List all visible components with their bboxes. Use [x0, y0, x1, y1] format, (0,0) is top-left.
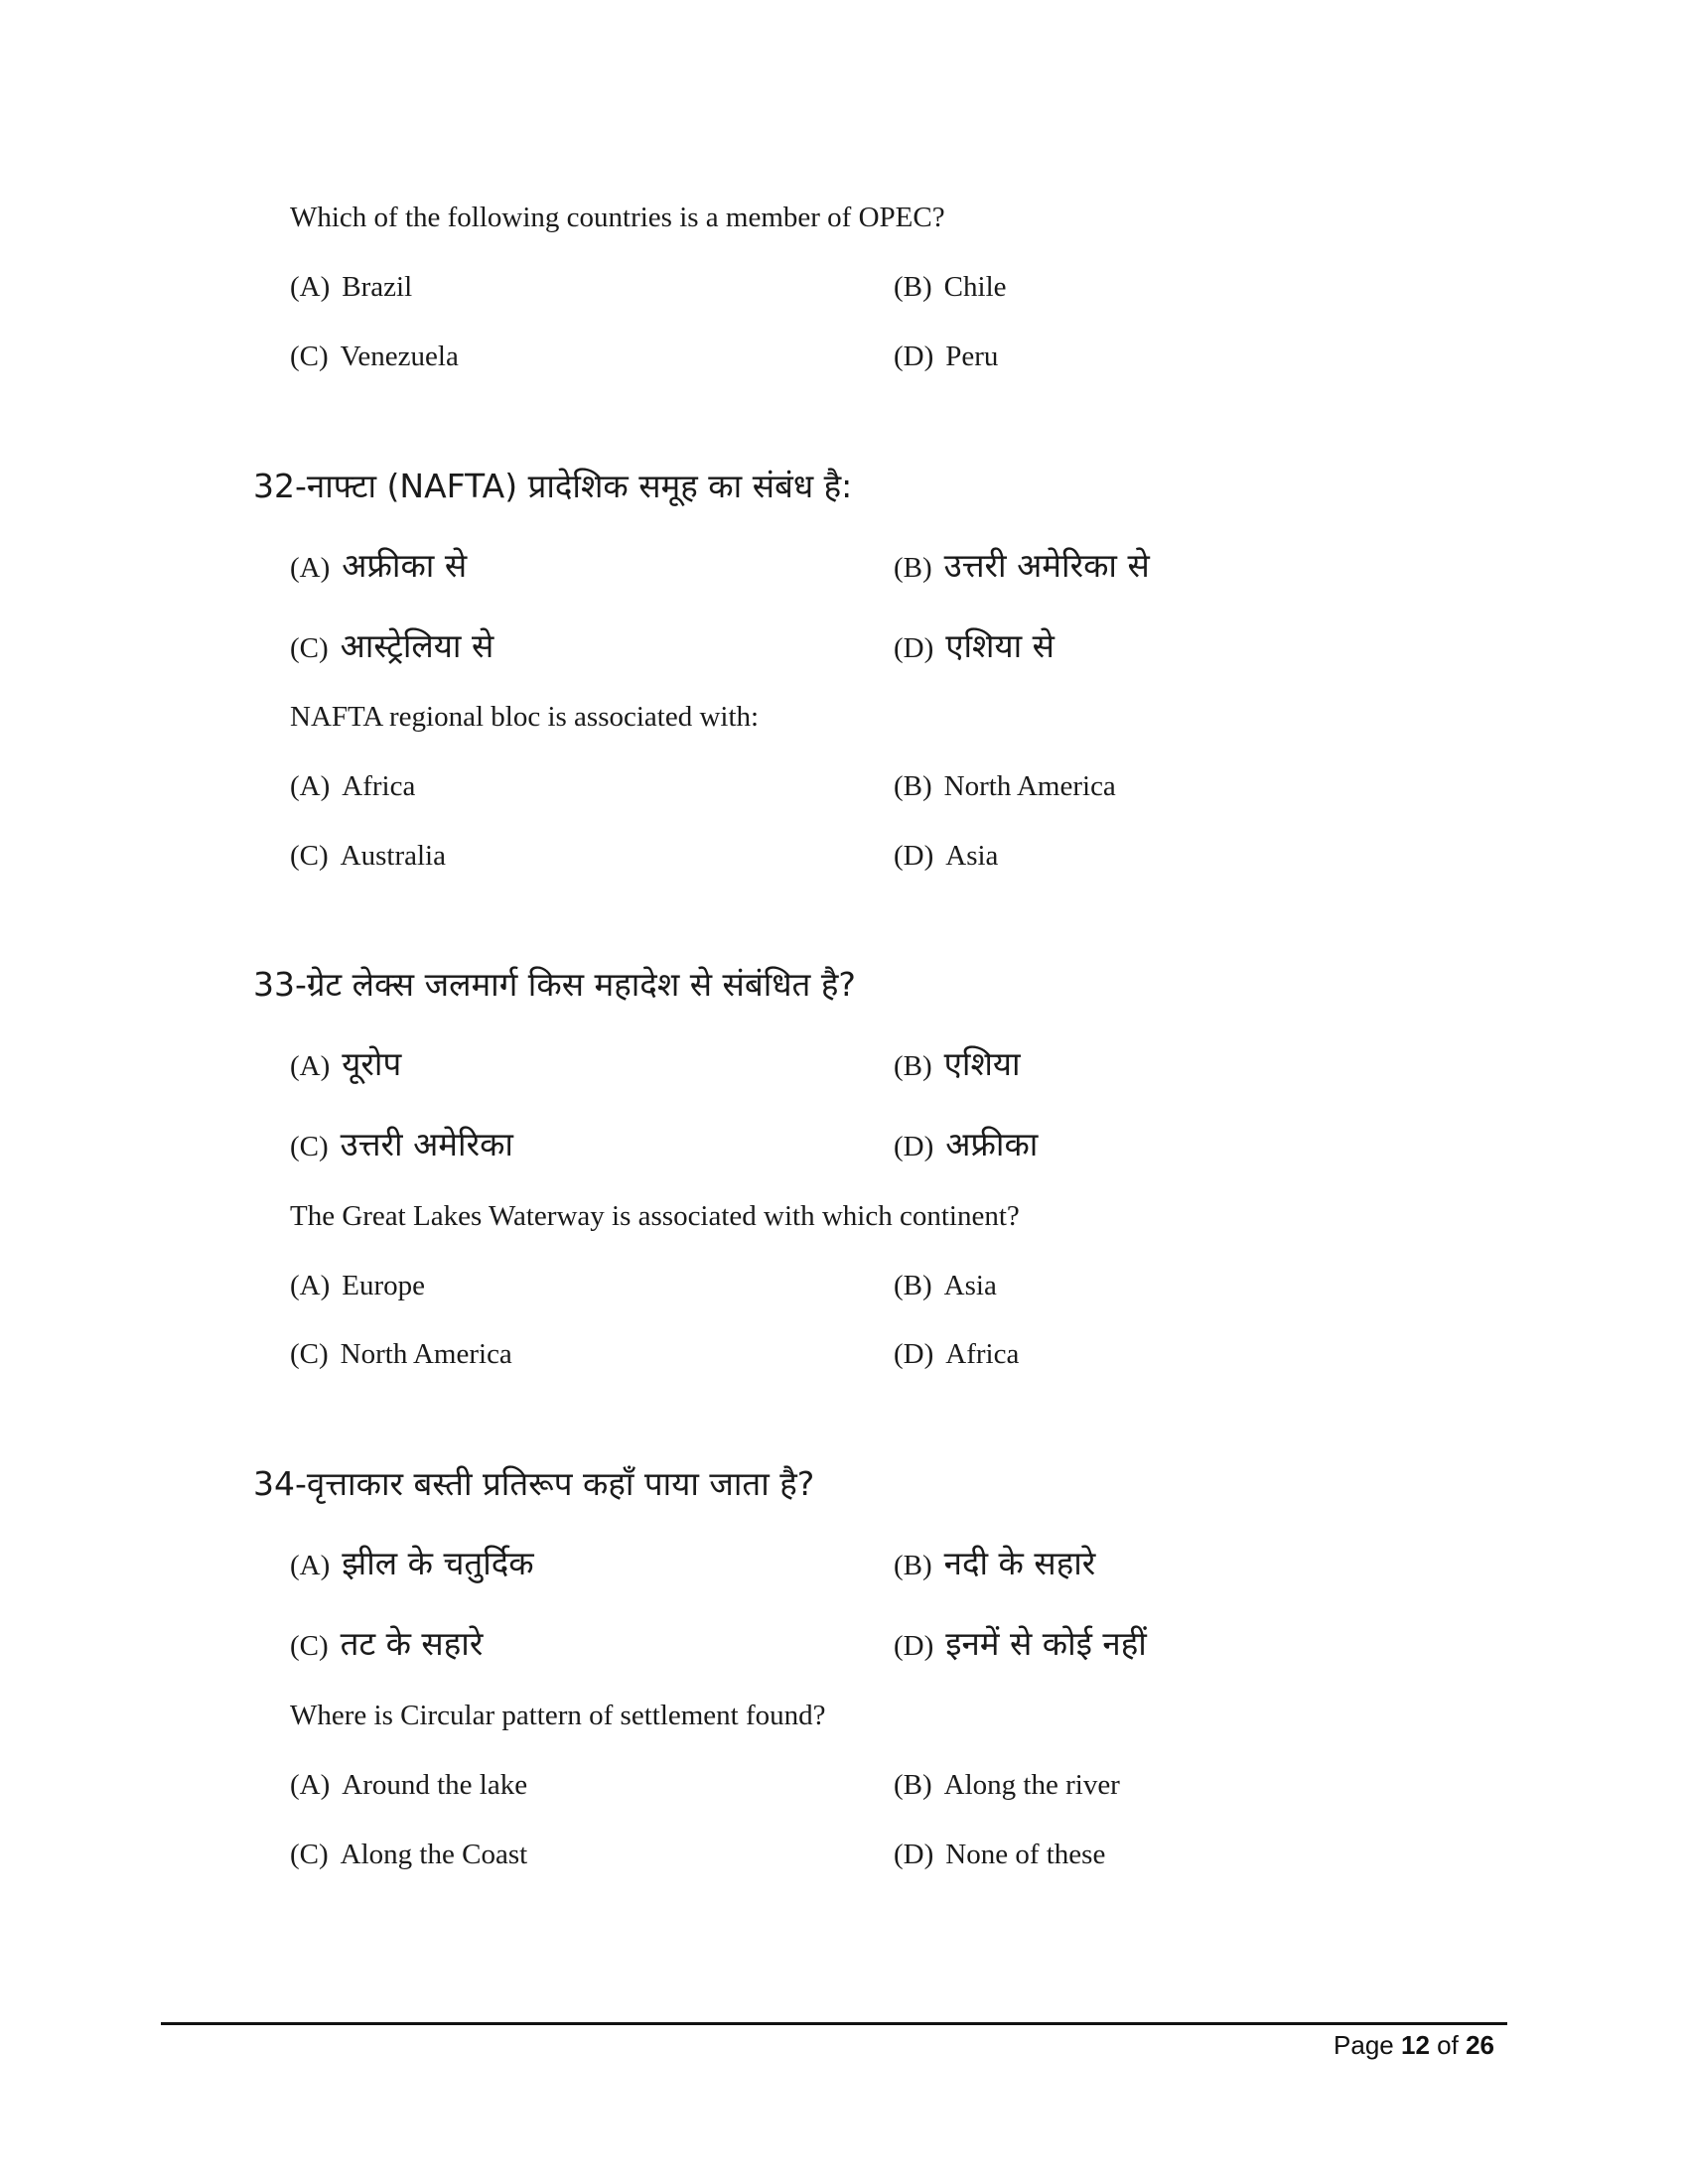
- option-text: इनमें से कोई नहीं: [945, 1624, 1147, 1663]
- q33-hi-option-d: [894, 1121, 1038, 1165]
- option-label: (C): [290, 840, 329, 872]
- option-label: (A): [290, 1270, 331, 1301]
- option-label: (D): [894, 1630, 934, 1662]
- q32-en-option-c: [290, 840, 446, 873]
- q34-en-option-a: [290, 1769, 527, 1802]
- q34-hi-option-a: [290, 1540, 534, 1584]
- q32-en-option-a: [290, 770, 415, 803]
- q32-en-question: NAFTA regional bloc is associated with:: [290, 701, 760, 733]
- q34-hi-option-c: [290, 1620, 483, 1665]
- option-text: Peru: [945, 341, 999, 372]
- q33-en-option-b: [894, 1270, 997, 1302]
- option-text: नदी के सहारे: [943, 1544, 1096, 1582]
- option-label: (D): [894, 1839, 934, 1870]
- q32-hi-question: 32-नाफ्टा (NAFTA) प्रादेशिक समूह का संबंध है:: [253, 467, 853, 505]
- q32-en-option-d: [894, 840, 998, 873]
- option-label: (C): [290, 341, 329, 372]
- q34-hi-option-b: [894, 1540, 1095, 1584]
- option-text: Around the lake: [342, 1769, 528, 1801]
- option-label: (B): [894, 1550, 932, 1581]
- q33-hi-option-a: [290, 1040, 401, 1085]
- option-text: उत्तरी अमेरिका से: [943, 546, 1150, 585]
- option-label: (B): [894, 1050, 932, 1082]
- q32-en-option-b: [894, 770, 1116, 803]
- q33-en-question: The Great Lakes Waterway is associated with which continent?: [290, 1200, 1020, 1232]
- option-text: आस्ट्रेलिया से: [340, 626, 494, 665]
- option-text: North America: [943, 770, 1116, 802]
- q31-en-option-a: [290, 271, 412, 304]
- q31-en-option-d: [894, 341, 998, 373]
- option-text: Chile: [943, 271, 1007, 303]
- option-label: (A): [290, 1050, 331, 1082]
- q33-en-option-a: [290, 1270, 425, 1302]
- option-text: यूरोप: [342, 1044, 402, 1083]
- option-label: (C): [290, 632, 329, 664]
- q33-hi-option-b: [894, 1040, 1021, 1085]
- option-text: Europe: [342, 1270, 426, 1301]
- option-label: (D): [894, 632, 934, 664]
- page-total: 26: [1466, 2030, 1494, 2060]
- q34-hi-option-d: [894, 1620, 1147, 1665]
- option-label: (C): [290, 1839, 329, 1870]
- option-text: अफ्रीका: [945, 1125, 1039, 1163]
- option-label: (C): [290, 1630, 329, 1662]
- option-label: (A): [290, 1769, 331, 1801]
- option-label: (A): [290, 552, 331, 584]
- option-label: (B): [894, 271, 932, 303]
- q34-hi-question: 34-वृत्ताकार बस्ती प्रतिरूप कहाँ पाया जाता है?: [253, 1464, 815, 1503]
- option-text: Asia: [945, 840, 999, 872]
- option-text: Along the Coast: [340, 1839, 528, 1870]
- option-label: (B): [894, 1769, 932, 1801]
- option-label: (A): [290, 770, 331, 802]
- option-text: उत्तरी अमेरिका: [340, 1125, 513, 1163]
- option-text: Asia: [943, 1270, 997, 1301]
- q34-en-option-c: [290, 1839, 527, 1871]
- option-label: (D): [894, 1131, 934, 1162]
- option-label: (B): [894, 770, 932, 802]
- q34-en-option-d: [894, 1839, 1105, 1871]
- option-text: North America: [340, 1338, 512, 1370]
- q33-hi-option-c: [290, 1121, 513, 1165]
- option-text: Along the river: [943, 1769, 1120, 1801]
- q31-en-option-b: [894, 271, 1007, 304]
- q31-en-option-c: [290, 341, 459, 373]
- option-label: (C): [290, 1131, 329, 1162]
- option-label: (B): [894, 552, 932, 584]
- q32-hi-option-d: [894, 622, 1055, 667]
- option-text: एशिया से: [945, 626, 1055, 665]
- q31-en-question: Which of the following countries is a member of OPEC?: [290, 202, 945, 233]
- option-text: एशिया: [943, 1044, 1021, 1083]
- option-label: (A): [290, 271, 331, 303]
- of-word: of: [1437, 2030, 1459, 2060]
- q34-en-question: Where is Circular pattern of settlement found?: [290, 1700, 826, 1731]
- option-label: (B): [894, 1270, 932, 1301]
- page-current: 12: [1401, 2030, 1430, 2060]
- option-text: तट के सहारे: [340, 1624, 484, 1663]
- option-text: झील के चतुर्दिक: [342, 1544, 534, 1582]
- q33-en-option-c: [290, 1338, 512, 1371]
- option-label: (C): [290, 1338, 329, 1370]
- option-text: Africa: [342, 770, 416, 802]
- option-label: (D): [894, 341, 934, 372]
- q32-hi-option-b: [894, 542, 1150, 587]
- option-text: Australia: [340, 840, 446, 872]
- q33-hi-question: 33-ग्रेट लेक्स जलमार्ग किस महादेश से संबंधित है?: [253, 965, 856, 1004]
- q32-hi-option-c: [290, 622, 493, 667]
- option-text: Africa: [945, 1338, 1020, 1370]
- q32-hi-option-a: [290, 542, 467, 587]
- page-word: Page: [1334, 2030, 1394, 2060]
- option-label: (D): [894, 1338, 934, 1370]
- option-text: अफ्रीका से: [342, 546, 468, 585]
- q34-en-option-b: [894, 1769, 1120, 1802]
- option-text: Venezuela: [340, 341, 459, 372]
- q33-en-option-d: [894, 1338, 1019, 1371]
- option-label: (D): [894, 840, 934, 872]
- option-text: Brazil: [342, 271, 413, 303]
- option-label: (A): [290, 1550, 331, 1581]
- page-number: [1334, 2030, 1494, 2061]
- footer-divider: [161, 2022, 1507, 2025]
- option-text: None of these: [945, 1839, 1106, 1870]
